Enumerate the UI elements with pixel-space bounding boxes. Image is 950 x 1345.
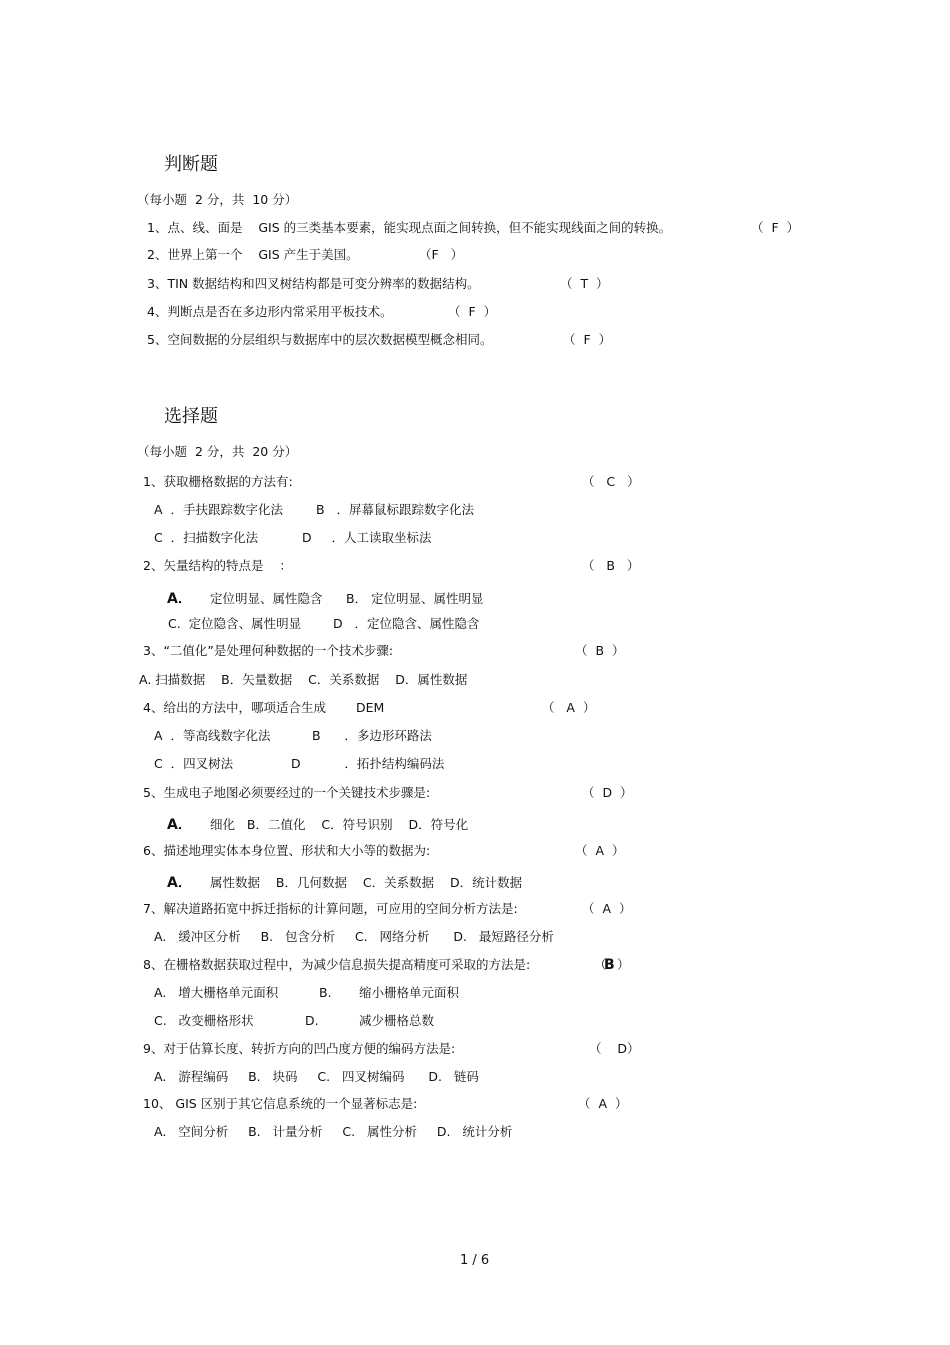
question-8-option-c: C. 改变栅格形状 [154,1013,254,1028]
page-number: 1 / 6 [460,1253,490,1268]
question-2-option-a: 定位明显、属性隐含 [210,591,323,606]
question-6-answer: （ A ） [575,843,625,858]
question-4-option-a: A ．等高线数字化法 [154,728,271,743]
question-2-option-b: B． 定位明显、属性明显 [346,591,484,606]
question-10-stem: 10、 GIS 区别于其它信息系统的一个显著标志是: [143,1096,418,1111]
question-8-option-b-text: 缩小栅格单元面积 [359,985,460,1000]
question-5-stem: 5、生成电子地图必须要经过的一个关键技术步骤是: [143,785,431,800]
question-4-option-d: D ．拓扑结构编码法 [291,756,445,771]
question-10-answer: （ A ） [578,1096,628,1111]
judgment-answer-1: （ F ） [751,220,800,235]
question-8-answer-close: ） [617,957,630,972]
question-1-stem: 1、获取栅格数据的方法有: [143,474,293,489]
judgment-section-title: 判断题 [164,154,218,175]
judgment-answer-5: （ F ） [563,332,612,347]
question-1-option-a: A ．手扶跟踪数字化法 [154,502,283,517]
question-10-options: A. 空间分析 B. 计量分析 C. 属性分析 D. 统计分析 [154,1124,513,1139]
choice-section-title: 选择题 [164,406,218,427]
question-9-answer: （ D） [589,1041,640,1056]
question-2-option-a-letter: A． [167,591,192,607]
question-8-option-a: A. 增大栅格单元面积 [154,985,279,1000]
question-1-option-c: C ．扫描数字化法 [154,530,259,545]
question-8-answer: B [604,957,615,973]
judgment-item-2: 2、世界上第一个 GIS 产生于美国。 [147,247,359,262]
judgment-answer-2: （F ） [419,247,464,262]
question-4-option-b: B ．多边形环路法 [312,728,432,743]
question-4-stem: 4、给出的方法中，哪项适合生成 [143,700,326,715]
judgment-item-5: 5、空间数据的分层组织与数据库中的层次数据模型概念相同。 [147,332,493,347]
question-2-stem: 2、矢量结构的特点是 ： [143,558,292,573]
question-9-options: A. 游程编码 B. 块码 C. 四叉树编码 D. 链码 [154,1069,479,1084]
question-1-option-b: B ．屏幕鼠标跟踪数字化法 [316,502,474,517]
question-6-options: 属性数据 B．几何数据 C．关系数据 D．统计数据 [210,875,523,890]
question-7-answer: （ A ） [582,901,632,916]
question-2-option-d: D ．定位隐含、属性隐含 [333,616,480,631]
question-4-option-c: C ．四叉树法 [154,756,234,771]
question-4-answer: （ A ） [542,700,596,715]
question-4-stem-tail: DEM [356,700,385,715]
question-6-stem: 6、描述地理实体本身位置、形状和大小等的数据为: [143,843,431,858]
judgment-score-note: （每小题 2 分，共 10 分） [137,192,298,207]
question-3-answer: （ B ） [575,643,625,658]
question-2-answer: （ B ） [582,558,640,573]
question-8-option-d: D. [305,1013,319,1028]
question-7-options: A. 缓冲区分析 B. 包含分析 C. 网络分析 D. 最短路径分析 [154,929,554,944]
judgment-answer-4: （ F ） [448,304,497,319]
question-5-options: 细化 B．二值化 C．符号识别 D．符号化 [210,817,469,832]
question-8-answer-open: （ [594,957,607,972]
question-1-answer: （ C ） [582,474,640,489]
judgment-item-4: 4、判断点是否在多边形内常采用平板技术。 [147,304,393,319]
question-2-option-c: C. 定位隐含、属性明显 [168,616,302,631]
question-9-stem: 9、对于估算长度、转折方向的凹凸度方便的编码方法是: [143,1041,456,1056]
question-5-option-letter: A． [167,817,192,833]
choice-score-note: （每小题 2 分，共 20 分） [137,444,298,459]
judgment-item-1: 1、点、线、面是 GIS 的三类基本要素，能实现点面之间转换，但不能实现线面之间的转换。 [147,220,672,235]
question-8-option-b: B. [319,985,332,1000]
question-5-answer: （ D ） [582,785,633,800]
judgment-item-3: 3、TIN 数据结构和四叉树结构都是可变分辨率的数据结构。 [147,276,480,291]
question-8-stem: 8、在栅格数据获取过程中，为减少信息损失提高精度可采取的方法是: [143,957,531,972]
question-6-option-letter: A． [167,875,192,891]
judgment-answer-3: （ T ） [560,276,609,291]
question-1-option-d: D ．人工读取坐标法 [302,530,432,545]
question-8-option-d-text: 减少栅格总数 [359,1013,435,1028]
question-3-stem: 3、“二值化”是处理何种数据的一个技术步骤: [143,643,394,658]
question-3-options: A. 扫描数据 B．矢量数据 C．关系数据 D．属性数据 [139,672,468,687]
question-7-stem: 7、解决道路拓宽中拆迁指标的计算问题，可应用的空间分析方法是: [143,901,518,916]
